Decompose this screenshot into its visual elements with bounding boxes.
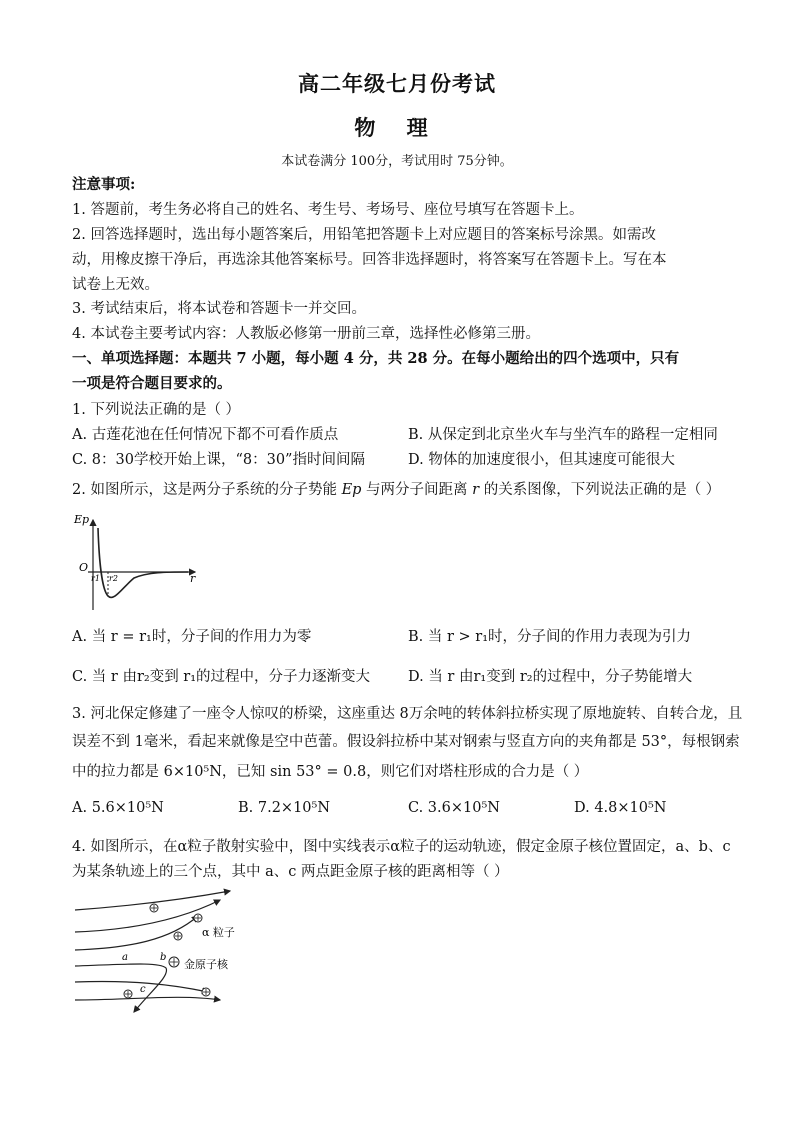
q1-option-a: A. 古莲花池在任何情况下都不可看作质点 xyxy=(72,427,339,443)
q2-option-d: D. 当 r 由r₁变到 r₂的过程中，分子势能增大 xyxy=(408,669,693,685)
q2-option-c: C. 当 r 由r₂变到 r₁的过程中，分子力逐渐变大 xyxy=(72,669,371,685)
note-item: 动，用橡皮擦干净后，再选涂其他答案标号。回答非选择题时，将答案写在答题卡上。写在本 xyxy=(72,252,667,268)
note-item: 试卷上无效。 xyxy=(72,277,159,293)
q2-option-a: A. 当 r = r₁时，分子间的作用力为零 xyxy=(72,629,312,645)
section-heading-cont: 一项是符合题目要求的。 xyxy=(72,375,232,392)
note-item: 3. 考试结束后，将本试卷和答题卡一并交回。 xyxy=(72,301,366,317)
exam-title: 高二年级七月份考试 xyxy=(298,71,496,96)
q4-stem-line: 4. 如图所示，在α粒子散射实验中，图中实线表示α粒子的运动轨迹，假定金原子核位置固定，a、b、c xyxy=(72,839,731,855)
point-a-label: a xyxy=(122,952,128,963)
q2-stem-mid: 与两分子间距离 xyxy=(361,482,473,498)
graph-ylabel: Ep xyxy=(74,513,90,526)
notes-heading: 注意事项: xyxy=(72,176,136,193)
q3-stem-line: 中的拉力都是 6×10⁵N，已知 sin 53° = 0.8，则它们对塔柱形成的合力是（ ） xyxy=(72,764,589,780)
q3-stem-line: 误差不到 1毫米，看起来就像是空中芭蕾。假设斜拉桥中某对钢索与竖直方向的夹角都是 53°，每根钢索 xyxy=(72,734,740,750)
subject-title: 物 理 xyxy=(354,115,440,140)
q2-option-b: B. 当 r > r₁时，分子间的作用力表现为引力 xyxy=(408,629,692,645)
q1-stem: 1. 下列说法正确的是（ ） xyxy=(72,402,241,418)
q1-option-d: D. 物体的加速度很小，但其速度可能很大 xyxy=(408,452,675,468)
q2-stem xyxy=(72,478,720,499)
section-heading: 一、单项选择题：本题共 7 小题，每小题 4 分，共 28 分。在每小题给出的四个选项中，只有 xyxy=(72,350,680,367)
q3-option-c: C. 3.6×10⁵N xyxy=(408,800,500,816)
potential-curve xyxy=(98,528,188,597)
graph-r1: r1 xyxy=(91,574,100,583)
q2-symbol-r: r xyxy=(472,482,480,498)
note-item: 4. 本试卷主要考试内容：人教版必修第一册前三章，选择性必修第三册。 xyxy=(72,326,540,342)
point-c-label: c xyxy=(140,984,146,995)
q3-option-b: B. 7.2×10⁵N xyxy=(238,800,331,816)
nucleus-label: 金原子核 xyxy=(184,958,228,971)
trajectory-deflected xyxy=(75,964,167,1012)
q1-option-c: C. 8：30学校开始上课，“8：30”指时间间隔 xyxy=(72,452,365,468)
q3-stem-line: 3. 河北保定修建了一座令人惊叹的桥梁，这座重达 8万余吨的转体斜拉桥实现了原地旋转、自转合龙，且 xyxy=(72,706,743,722)
q3-option-a: A. 5.6×10⁵N xyxy=(72,800,164,816)
alpha-scattering-figure xyxy=(70,888,255,1018)
potential-energy-graph xyxy=(70,510,205,612)
q2-stem-pre: 2. 如图所示，这是两分子系统的分子势能 xyxy=(72,482,342,498)
q2-symbol-ep: Ep xyxy=(341,482,362,498)
q1-option-b: B. 从保定到北京坐火车与坐汽车的路程一定相同 xyxy=(408,427,718,443)
graph-xlabel: r xyxy=(190,572,196,585)
graph-origin: O xyxy=(79,561,89,574)
trajectory-bottom xyxy=(75,997,220,1000)
note-item: 1. 答题前，考生务必将自己的姓名、考生号、考场号、座位号填写在答题卡上。 xyxy=(72,202,584,218)
q4-stem-line: 为某条轨迹上的三个点，其中 a、c 两点距金原子核的距离相等（ ） xyxy=(72,864,509,880)
alpha-label: α 粒子 xyxy=(202,926,235,939)
exam-info: 本试卷满分 100分，考试用时 75分钟。 xyxy=(281,154,513,169)
point-b-label: b xyxy=(160,952,167,963)
q3-option-d: D. 4.8×10⁵N xyxy=(574,800,667,816)
q2-stem-post: 的关系图像，下列说法正确的是（ ） xyxy=(479,482,721,498)
note-item: 2. 回答选择题时，选出每小题答案后，用铅笔把答题卡上对应题目的答案标号涂黑。如需改 xyxy=(72,227,656,243)
graph-r2: r2 xyxy=(109,574,118,583)
